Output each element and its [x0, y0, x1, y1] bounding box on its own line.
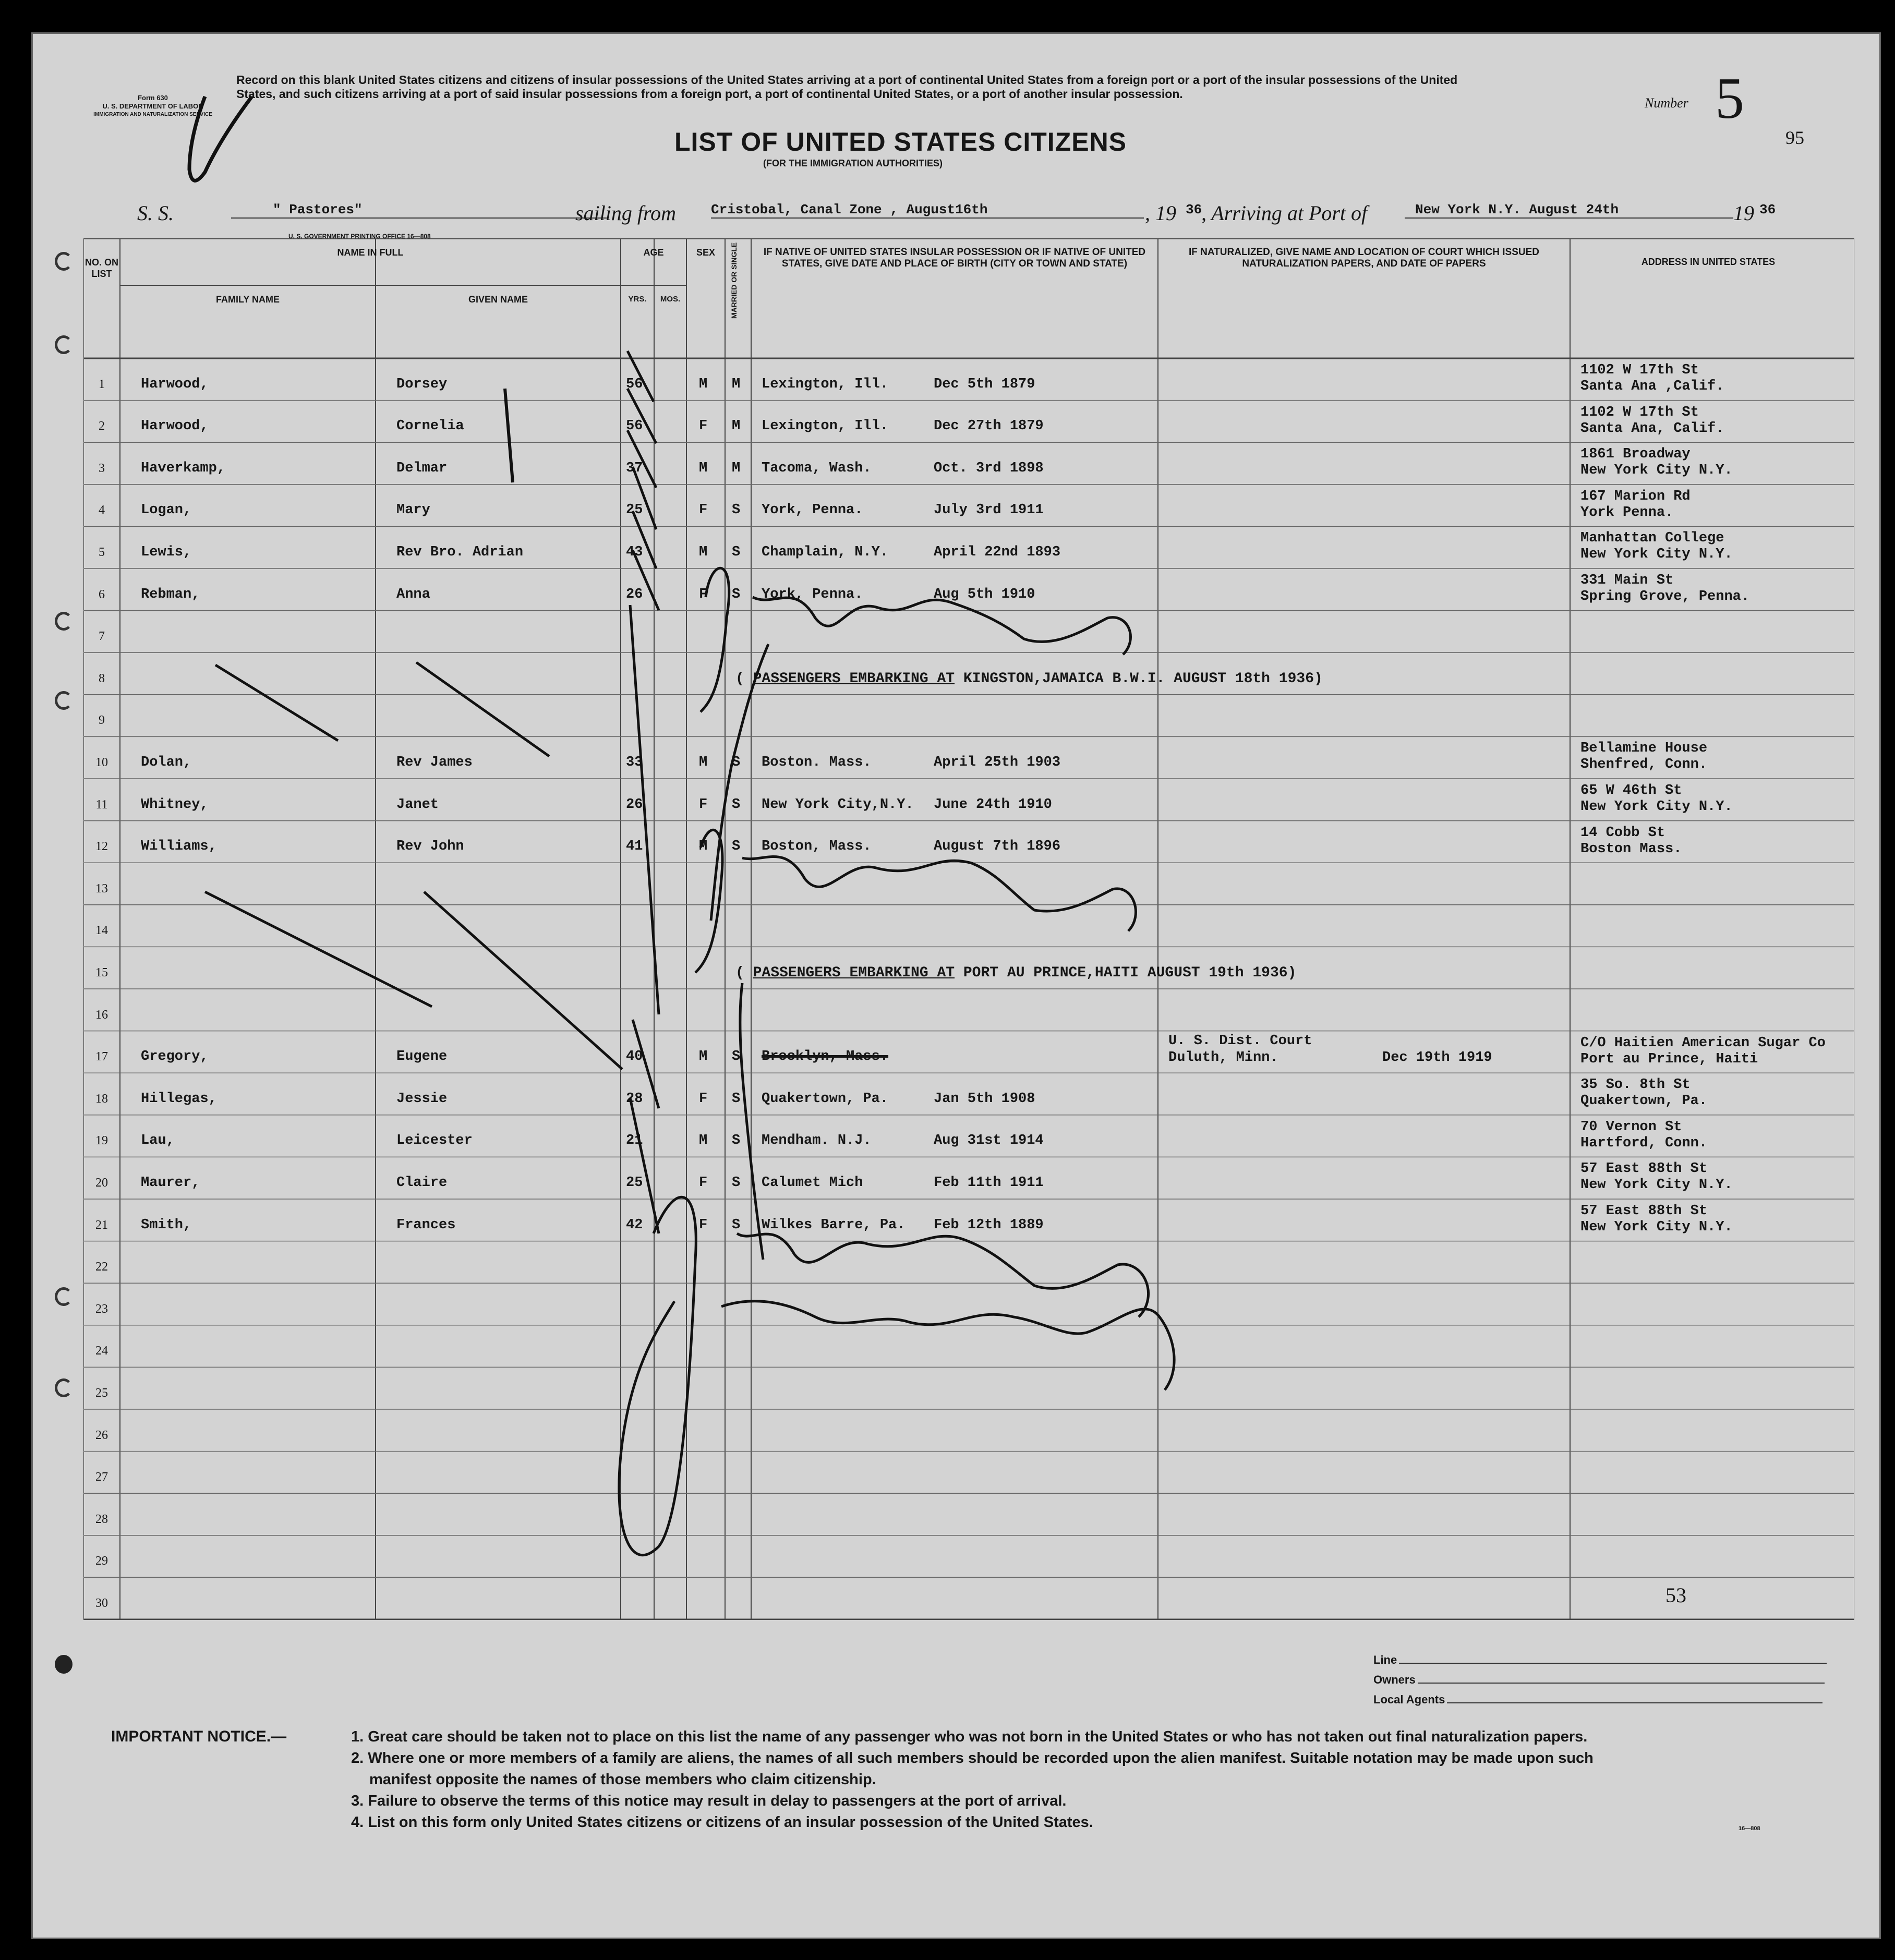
address-line: Port au Prince, Haiti	[1580, 1051, 1758, 1067]
age-years-cell: 37	[626, 460, 643, 476]
row-number: 14	[95, 924, 108, 938]
binder-hole	[55, 335, 73, 354]
married-single-cell: M	[732, 460, 741, 476]
birthplace-cell: Champlain, N.Y.	[762, 545, 889, 560]
manifest-sheet	[31, 32, 1881, 1939]
print-code: U. S. GOVERNMENT PRINTING OFFICE 16—808	[288, 233, 431, 240]
family-name-cell: Lau,	[141, 1133, 175, 1149]
col-header-naturalization: IF NATURALIZED, GIVE NAME AND LOCATION OF COURT WHICH ISSUED NATURALIZATION PAPERS, AND DATE OF PAPERS	[1188, 247, 1539, 269]
given-name-cell: Rev John	[396, 839, 464, 855]
birthplace-cell: Wilkes Barre, Pa.	[762, 1217, 906, 1233]
birth-date-cell: April 25th 1903	[934, 755, 1061, 770]
col-header-no-on-list: NO. ON LIST	[85, 257, 118, 279]
binder-hole	[55, 252, 73, 271]
birth-date-cell: Feb 12th 1889	[934, 1217, 1044, 1233]
family-name-cell: Rebman,	[141, 586, 200, 602]
row-number: 29	[95, 1554, 108, 1568]
birthplace-cell: New York City,N.Y.	[762, 796, 914, 813]
birth-date-cell: April 22nd 1893	[934, 545, 1061, 560]
age-years-cell: 25	[626, 502, 643, 518]
sex-cell: F	[699, 796, 708, 813]
address-line: 57 East 88th St	[1580, 1203, 1708, 1219]
row-number: 18	[95, 1092, 108, 1106]
sex-cell: F	[699, 1175, 708, 1191]
sex-cell: M	[699, 460, 708, 476]
notice-item-3: 3. Failure to observe the terms of this notice may result in delay to passengers at the port of arrival.	[351, 1793, 1067, 1809]
page-title: LIST OF UNITED STATES CITIZENS	[674, 127, 1127, 156]
page-number: 95	[1785, 127, 1804, 148]
address-line: 1102 W 17th St	[1580, 404, 1699, 420]
row-number: 22	[95, 1260, 108, 1274]
sex-cell: M	[699, 1049, 708, 1065]
address-cell	[1580, 405, 1724, 437]
embarkation-section-row	[735, 671, 1323, 687]
departure-port: Cristobal, Canal Zone , August16th	[711, 202, 1144, 219]
address-line: New York City N.Y.	[1580, 1177, 1733, 1193]
row-number: 21	[95, 1218, 108, 1232]
birthplace-cell: Tacoma, Wash.	[762, 460, 872, 476]
row-number: 28	[95, 1512, 108, 1526]
address-line: New York City N.Y.	[1580, 547, 1733, 563]
notice-heading: IMPORTANT NOTICE.—	[111, 1728, 287, 1745]
address-cell	[1580, 362, 1724, 395]
married-single-cell: M	[732, 376, 741, 392]
section-label: PASSENGERS EMBARKING AT	[753, 670, 955, 687]
married-single-cell: S	[732, 545, 741, 560]
address-line: Quakertown, Pa.	[1580, 1093, 1708, 1109]
binder-hole	[55, 612, 73, 631]
col-header-yrs: YRS.	[628, 295, 647, 304]
family-name-cell: Gregory,	[141, 1049, 209, 1065]
family-name-cell: Dolan,	[141, 755, 192, 770]
age-years-cell: 26	[626, 796, 643, 813]
age-years-cell: 56	[626, 418, 643, 434]
married-single-cell: S	[732, 796, 741, 813]
family-name-cell: Hillegas,	[141, 1091, 217, 1107]
row-number: 7	[99, 630, 105, 644]
col-header-mos: MOS.	[660, 295, 681, 304]
age-years-cell: 40	[626, 1049, 643, 1065]
row-number: 12	[95, 840, 108, 854]
form-number: Form 630	[138, 94, 168, 102]
address-line: New York City N.Y.	[1580, 463, 1733, 479]
address-line: 1861 Broadway	[1580, 446, 1691, 463]
family-name-cell: Lewis,	[141, 545, 192, 560]
birth-date-cell: Feb 11th 1911	[934, 1175, 1044, 1191]
birthplace-cell: Boston, Mass.	[762, 839, 872, 855]
row-number: 1	[99, 377, 105, 391]
sex-cell: M	[699, 376, 708, 392]
birthplace-cell: Boston. Mass.	[762, 755, 872, 770]
given-name-cell: Rev James	[396, 755, 473, 770]
married-single-cell: M	[732, 418, 741, 434]
form-identifier	[90, 94, 215, 119]
row-number: 3	[99, 461, 105, 475]
birth-date-cell: Aug 31st 1914	[934, 1133, 1044, 1149]
given-name-cell: Delmar	[396, 460, 448, 476]
row-number: 13	[95, 881, 108, 896]
given-name-cell: Claire	[396, 1175, 448, 1191]
department-name: U. S. DEPARTMENT OF LABOR	[102, 102, 203, 110]
row-number: 15	[95, 966, 108, 979]
birthplace-cell: Quakertown, Pa.	[762, 1091, 889, 1107]
given-name-cell: Rev Bro. Adrian	[396, 545, 524, 560]
notice-item-2-cont: manifest opposite the names of those members who claim citizenship.	[369, 1771, 876, 1788]
table-grid	[83, 238, 1854, 1620]
family-name-cell: Harwood,	[141, 418, 209, 434]
year-suffix: 36	[1186, 202, 1202, 217]
record-instructions: Record on this blank United States citizens and citizens of insular possessions of the United States arriving at a port of continental United States from a foreign port or a port of the insular possessions of the United States, and such citizens arriving at a port of said insular possessions from a foreign port, a port of continental United States, or a port of another insular possession.	[236, 73, 1458, 101]
page-subtitle: (FOR THE IMMIGRATION AUTHORITIES)	[763, 158, 943, 168]
given-name-cell: Mary	[396, 502, 430, 518]
address-cell	[1580, 783, 1733, 815]
section-label: PASSENGERS EMBARKING AT	[753, 965, 955, 981]
line-field-label: Line	[1373, 1653, 1827, 1667]
row-number: 17	[95, 1050, 108, 1064]
col-header-family-name: FAMILY NAME	[215, 294, 280, 305]
row-number: 8	[99, 671, 105, 685]
struck-birthplace-cell: Brooklyn, Mass.	[762, 1049, 889, 1065]
vessel-line	[137, 201, 1806, 232]
naturalization-date: Dec 19th 1919	[1382, 1049, 1492, 1066]
married-single-cell: S	[732, 1049, 741, 1065]
arrival-port: New York N.Y. August 24th	[1405, 202, 1733, 219]
age-years-cell: 41	[626, 839, 643, 855]
address-line: 14 Cobb St	[1580, 825, 1665, 841]
given-name-cell: Anna	[396, 586, 430, 602]
address-line: Manhattan College	[1580, 530, 1724, 547]
row-number: 11	[95, 797, 108, 812]
address-line: 167 Marion Rd	[1580, 488, 1691, 504]
address-line: Hartford, Conn.	[1580, 1135, 1708, 1151]
binder-hole	[55, 1287, 73, 1306]
birth-date-cell: July 3rd 1911	[934, 502, 1044, 518]
birthplace-cell: York, Penna.	[762, 502, 863, 518]
ss-label: S. S.	[137, 201, 174, 225]
notice-print-code: 16—808	[1739, 1825, 1760, 1832]
notice-item-2: 2. Where one or more members of a family are aliens, the names of all such members should be recorded upon the alien manifest. Suitable notation may be made upon such	[351, 1750, 1594, 1767]
row-number: 2	[99, 419, 105, 433]
col-header-age: AGE	[643, 247, 664, 258]
address-line: 65 W 46th St	[1580, 783, 1682, 798]
local-agents-field-label: Local Agents	[1373, 1693, 1822, 1707]
passenger-count-total: 53	[1665, 1583, 1686, 1607]
sex-cell: F	[699, 586, 708, 602]
address-line: C/O Haitien American Sugar Co	[1580, 1035, 1826, 1051]
row-number: 27	[95, 1470, 108, 1484]
notice-item-4: 4. List on this form only United States citizens or citizens of an insular possession of the United States.	[351, 1814, 1093, 1831]
address-line: 1102 W 17th St	[1580, 362, 1699, 378]
sex-cell: F	[699, 1217, 708, 1233]
sex-cell: M	[699, 545, 708, 560]
address-line: Shenfred, Conn.	[1580, 757, 1708, 773]
address-line: Santa Ana ,Calif.	[1580, 379, 1724, 394]
arrival-year-suffix: 36	[1759, 202, 1776, 217]
row-number: 26	[95, 1428, 108, 1442]
birthplace-cell: York, Penna.	[762, 586, 863, 602]
address-line: Spring Grove, Penna.	[1580, 589, 1750, 604]
year-prefix: , 19	[1145, 201, 1176, 225]
row-number: 19	[95, 1134, 108, 1148]
married-single-cell: S	[732, 586, 741, 602]
sex-cell: F	[699, 1091, 708, 1107]
sex-cell: F	[699, 418, 708, 434]
address-cell	[1580, 573, 1749, 605]
address-cell	[1580, 530, 1733, 563]
birth-date-cell: August 7th 1896	[934, 839, 1061, 855]
naturalization-location: Duluth, Minn.	[1168, 1049, 1278, 1066]
age-years-cell: 21	[626, 1133, 643, 1149]
given-name-cell: Janet	[396, 796, 439, 813]
binder-hole	[55, 1655, 73, 1674]
ship-name: " Pastores"	[231, 202, 607, 219]
address-line: Bellamine House	[1580, 741, 1708, 757]
number-label: Number	[1645, 95, 1688, 111]
arriving-label: , Arriving at Port of	[1201, 201, 1368, 225]
family-name-cell: Smith,	[141, 1217, 192, 1233]
given-name-cell: Leicester	[396, 1133, 473, 1149]
given-name-cell: Cornelia	[396, 418, 464, 434]
col-header-address: ADDRESS IN UNITED STATES	[1641, 257, 1776, 267]
passenger-table	[83, 238, 1854, 1620]
married-single-cell: S	[732, 755, 741, 770]
address-line: Boston Mass.	[1580, 841, 1682, 857]
address-cell	[1580, 825, 1682, 857]
address-cell	[1580, 1035, 1826, 1068]
age-years-cell: 42	[626, 1217, 643, 1233]
address-cell	[1580, 1119, 1707, 1152]
family-name-cell: Harwood,	[141, 376, 209, 392]
married-single-cell: S	[732, 1217, 741, 1233]
row-number: 20	[95, 1176, 108, 1190]
arrival-year-prefix: 19	[1733, 201, 1754, 225]
birth-date-cell: Oct. 3rd 1898	[934, 460, 1044, 476]
birth-date-cell: Dec 27th 1879	[934, 418, 1044, 434]
sailing-from-label: sailing from	[575, 201, 676, 225]
given-name-cell: Dorsey	[396, 376, 448, 392]
address-cell	[1580, 741, 1707, 773]
sex-cell: M	[699, 755, 708, 770]
address-line: Santa Ana, Calif.	[1580, 420, 1724, 437]
address-line: 57 East 88th St	[1580, 1161, 1708, 1177]
address-cell	[1580, 1077, 1707, 1109]
birthplace-cell: Lexington, Ill.	[762, 376, 889, 392]
birthplace-cell: Lexington, Ill.	[762, 418, 889, 434]
family-name-cell: Maurer,	[141, 1175, 200, 1191]
manifest-number-value: 5	[1715, 66, 1744, 131]
birth-date-cell: Jan 5th 1908	[934, 1091, 1035, 1107]
age-years-cell: 28	[626, 1091, 643, 1107]
age-years-cell: 26	[626, 586, 643, 602]
binder-hole	[55, 1378, 73, 1397]
section-place: KINGSTON,JAMAICA B.W.I. AUGUST 18th 1936)	[955, 670, 1323, 687]
owners-field-label: Owners	[1373, 1673, 1825, 1687]
address-line: York Penna.	[1580, 504, 1674, 521]
address-cell	[1580, 1203, 1733, 1236]
service-name: IMMIGRATION AND NATURALIZATION SERVICE	[93, 112, 212, 117]
married-single-cell: S	[732, 502, 741, 518]
address-line: 70 Vernon St	[1580, 1119, 1682, 1135]
row-number: 9	[99, 713, 105, 728]
birthplace-cell: Mendham. N.J.	[762, 1133, 872, 1149]
age-years-cell: 25	[626, 1175, 643, 1191]
col-header-given-name: GIVEN NAME	[468, 294, 528, 305]
age-years-cell: 56	[626, 376, 643, 392]
col-header-birthplace: IF NATIVE OF UNITED STATES INSULAR POSSESSION OR IF NATIVE OF UNITED STATES, GIVE DATE AND PLACE OF BIRTH (CITY OR TOWN AND STATE)	[763, 247, 1146, 269]
address-cell	[1580, 1161, 1733, 1193]
birth-date-cell: Dec 5th 1879	[934, 376, 1035, 392]
embarkation-section-row	[735, 965, 1296, 981]
address-cell	[1580, 446, 1733, 479]
section-prefix: (	[735, 965, 753, 981]
row-number: 5	[99, 546, 105, 559]
birth-date-cell: Aug 5th 1910	[934, 586, 1035, 602]
birthplace-cell: Calumet Mich	[762, 1175, 863, 1191]
sex-cell: F	[699, 502, 708, 518]
row-number: 10	[95, 756, 108, 769]
notice-item-1: 1. Great care should be taken not to place on this list the name of any passenger who was not born in the United States or who has not taken out final naturalization papers.	[351, 1728, 1588, 1745]
given-name-cell: Eugene	[396, 1049, 448, 1065]
married-single-cell: S	[732, 1133, 741, 1149]
section-place: PORT AU PRINCE,HAITI AUGUST 19th 1936)	[955, 965, 1297, 981]
family-name-cell: Haverkamp,	[141, 460, 226, 476]
row-number: 16	[95, 1008, 108, 1022]
sex-cell: M	[699, 1133, 708, 1149]
birth-date-cell: June 24th 1910	[934, 796, 1052, 813]
family-name-cell: Williams,	[141, 839, 217, 855]
married-single-cell: S	[732, 1175, 741, 1191]
family-name-cell: Whitney,	[141, 796, 209, 813]
col-header-sex: SEX	[696, 247, 716, 258]
col-header-name-in-full: NAME IN FULL	[337, 247, 404, 258]
binder-hole	[55, 691, 73, 710]
address-line: New York City N.Y.	[1580, 799, 1733, 815]
married-single-cell: S	[732, 1091, 741, 1107]
age-years-cell: 33	[626, 755, 643, 770]
row-number: 4	[99, 503, 105, 517]
section-prefix: (	[735, 670, 753, 687]
row-number: 25	[95, 1386, 108, 1400]
row-number: 30	[95, 1596, 108, 1610]
address-line: 35 So. 8th St	[1580, 1077, 1691, 1093]
given-name-cell: Frances	[396, 1217, 456, 1233]
sex-cell: M	[699, 839, 708, 855]
married-single-cell: S	[732, 839, 741, 855]
naturalization-court: U. S. Dist. Court	[1168, 1033, 1312, 1049]
given-name-cell: Jessie	[396, 1091, 448, 1107]
row-number: 6	[99, 587, 105, 601]
age-years-cell: 43	[626, 545, 643, 560]
row-number: 23	[95, 1302, 108, 1316]
address-line: New York City N.Y.	[1580, 1219, 1733, 1235]
family-name-cell: Logan,	[141, 502, 192, 518]
row-number: 24	[95, 1344, 108, 1358]
address-line: 331 Main St	[1580, 573, 1674, 588]
col-header-married-or-single: MARRIED OR SINGLE	[730, 242, 738, 319]
address-cell	[1580, 489, 1691, 521]
